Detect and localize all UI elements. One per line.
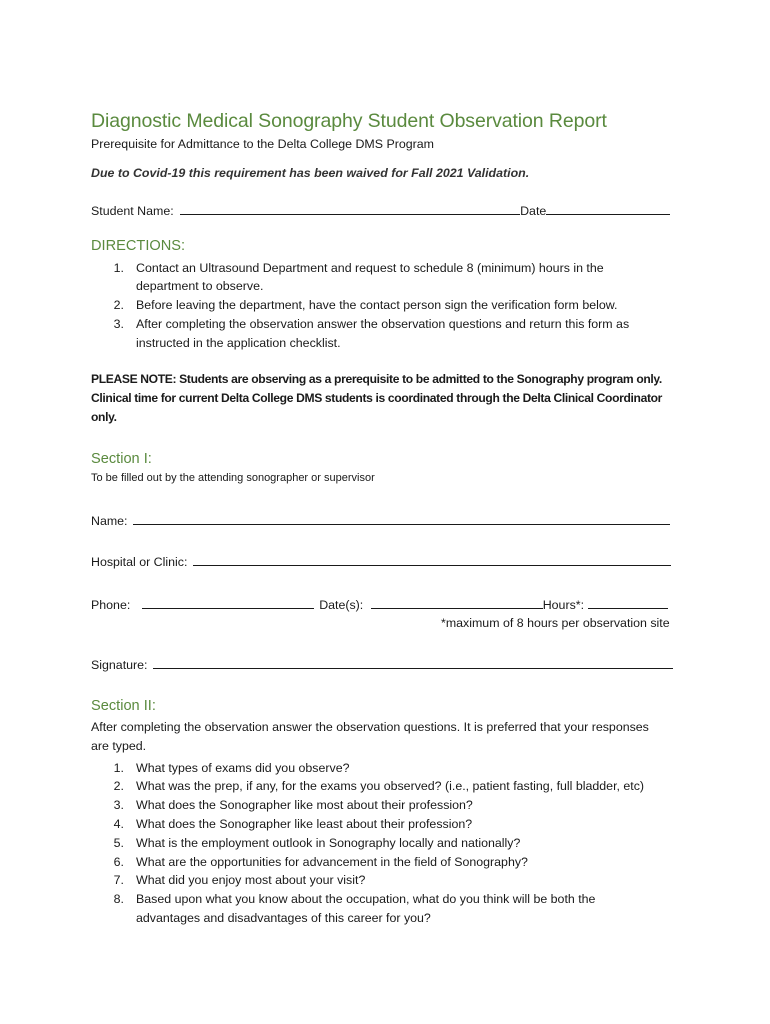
dates-label: Date(s): (319, 598, 364, 612)
student-name-label: Student Name: (91, 204, 174, 218)
list-number: 3. (113, 317, 124, 331)
directions-item-1-line2: department to observe. (136, 279, 264, 293)
covid-notice: Due to Covid-19 this requirement has been waived for Fall 2021 Validation. (91, 166, 530, 180)
question-8-line1: Based upon what you know about the occupation, what do you think will be both the (136, 892, 596, 906)
list-number: 1. (113, 761, 124, 775)
list-number: 4. (113, 817, 124, 831)
question-4: What does the Sonographer like least about their profession? (136, 817, 473, 831)
section1-instructions: To be filled out by the attending sonographer or supervisor (91, 472, 375, 484)
list-number: 6. (113, 855, 124, 869)
section1-heading: Section I: (91, 451, 152, 467)
directions-heading: DIRECTIONS: (91, 238, 186, 254)
list-number: 2. (113, 298, 124, 312)
list-number: 8. (113, 892, 124, 906)
signature-row (91, 657, 673, 672)
question-1: What types of exams did you observe? (136, 761, 350, 775)
list-number: 2. (113, 779, 124, 793)
name-row (91, 513, 670, 528)
question-7: What did you enjoy most about your visit? (136, 873, 366, 887)
please-note-line2: Clinical time for current Delta College DMS students is coordinated through the Delta Clinical Coordinator (91, 391, 663, 405)
signature-field[interactable] (153, 657, 673, 669)
directions-item-2-line1: Before leaving the department, have the contact person sign the verification form below. (136, 298, 618, 312)
phone-row (91, 597, 668, 612)
please-note-line3: only. (91, 410, 117, 424)
document-title: Diagnostic Medical Sonography Student Observation Report (91, 110, 607, 132)
question-3: What does the Sonographer like most about their profession? (136, 798, 473, 812)
student-name-row (91, 203, 670, 218)
list-number: 5. (113, 836, 124, 850)
name-field[interactable] (133, 513, 670, 525)
phone-field[interactable] (142, 597, 314, 609)
question-5: What is the employment outlook in Sonography locally and nationally? (136, 836, 521, 850)
section2-intro-line2: are typed. (91, 739, 147, 753)
question-2: What was the prep, if any, for the exams you observed? (i.e., patient fasting, full bladder, etc) (136, 779, 645, 793)
question-6: What are the opportunities for advancement in the field of Sonography? (136, 855, 528, 869)
directions-item-1-line1: Contact an Ultrasound Department and request to schedule 8 (minimum) hours in the (136, 261, 604, 275)
hospital-field[interactable] (193, 554, 671, 566)
list-number: 7. (113, 873, 124, 887)
directions-item-3-line1: After completing the observation answer the observation questions and return this form as (136, 317, 630, 331)
hospital-row (91, 554, 671, 569)
directions-item-3-line2: instructed in the application checklist. (136, 336, 341, 350)
hours-label: Hours*: (542, 598, 585, 612)
section2-intro-line1: After completing the observation answer the observation questions. It is preferred that your responses (91, 720, 649, 734)
hospital-label: Hospital or Clinic: (91, 555, 188, 569)
name-label: Name: (91, 514, 128, 528)
list-number: 1. (113, 261, 124, 275)
student-date-field[interactable] (546, 203, 670, 215)
signature-label: Signature: (91, 658, 148, 672)
question-8-line2: advantages and disadvantages of this career for you? (136, 911, 431, 925)
hours-field[interactable] (588, 597, 668, 609)
phone-label: Phone: (91, 598, 131, 612)
please-note-line1: PLEASE NOTE: Students are observing as a prerequisite to be admitted to the Sonography program only. (91, 372, 662, 386)
section2-heading: Section II: (91, 698, 156, 714)
date-label: Date (520, 204, 547, 218)
document-subtitle: Prerequisite for Admittance to the Delta College DMS Program (91, 137, 434, 151)
dates-field[interactable] (371, 597, 543, 609)
student-name-field[interactable] (180, 203, 520, 215)
list-number: 3. (113, 798, 124, 812)
hours-note: *maximum of 8 hours per observation site (441, 616, 670, 630)
